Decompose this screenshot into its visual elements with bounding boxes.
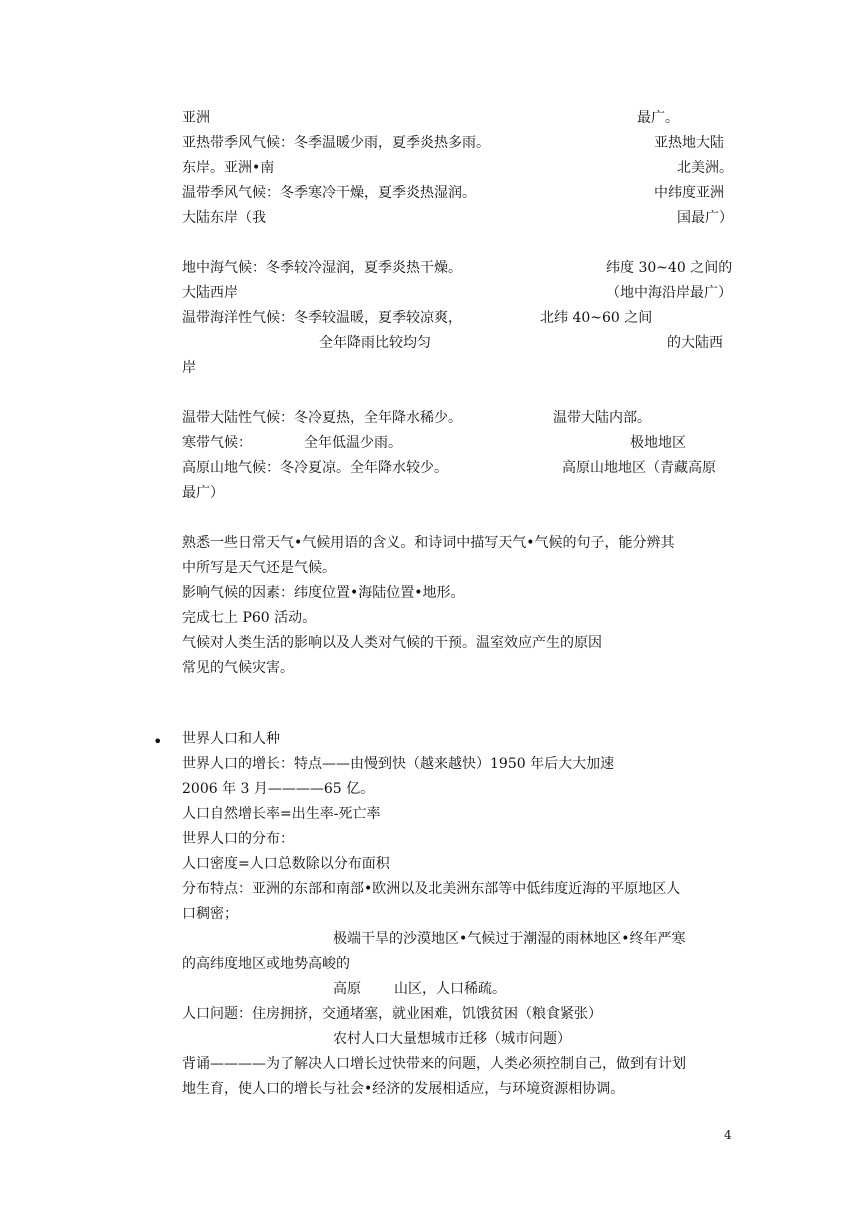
text-line: 高原山地地区（青藏高原 [562,460,716,476]
text-line: 北纬 40~60 之间 [540,310,653,326]
text-line: 人口密度=人口总数除以分布面积 [182,856,390,872]
text-line: 北美洲。 [677,160,733,176]
text-line: 全年降雨比较均匀 [319,335,431,351]
text-line: 大陆西岸 [182,285,238,301]
bullet-point: • [153,732,163,751]
text-line: 高原 [333,981,361,997]
text-line: 农村人口大量想城市迁移（城市问题） [333,1031,571,1047]
text-line: 温带大陆内部。 [553,410,651,426]
page-number: 4 [724,1128,732,1142]
text-line: 分布特点：亚洲的东部和南部•欧洲以及北美洲东部等中低纬度近海的平原地区人 [182,881,681,897]
text-line: 熟悉一些日常天气•气候用语的含义。和诗词中描写天气•气候的句子，能分辨其 [182,535,675,551]
text-line: 亚洲 [182,110,210,126]
text-line: （地中海沿岸最广） [606,285,732,301]
text-line: 最广。 [637,110,679,126]
section-heading: 世界人口和人种 [182,731,280,747]
text-line: 背诵————为了解决人口增长过快带来的问题，人类必须控制自己，做到有计划 [182,1056,686,1072]
text-line: 纬度 30~40 之间的 [606,260,733,276]
text-line: 最广） [182,485,224,501]
text-line: 极地地区 [630,435,686,451]
text-line: 极端干旱的沙漠地区•气候过于潮湿的雨林地区•终年严寒 [333,931,686,947]
text-line: 人口自然增长率=出生率-死亡率 [182,806,381,822]
text-line: 中所写是天气还是气候。 [182,560,336,576]
text-line: 温带海洋性气候：冬季较温暖，夏季较凉爽， [182,310,462,326]
text-line: 口稠密； [182,906,238,922]
text-line: 世界人口的增长：特点——由慢到快（越来越快）1950 年后大大加速 [182,756,615,772]
text-line: 地生育，使人口的增长与社会•经济的发展相适应，与环境资源相协调。 [182,1081,625,1097]
text-line: 人口问题：住房拥挤，交通堵塞，就业困难，饥饿贫困（粮食紧张） [182,1006,602,1022]
text-line: 寒带气候： [182,435,252,451]
text-line: 的高纬度地区或地势高峻的 [182,956,350,972]
text-line: 世界人口的分布： [182,831,294,847]
text-line: 全年低温少雨。 [304,435,402,451]
text-line: 温带大陆性气候：冬冷夏热，全年降水稀少。 [182,410,462,426]
text-line: 山区，人口稀疏。 [394,981,506,997]
text-line: 地中海气候：冬季较冷湿润，夏季炎热干燥。 [182,260,462,276]
text-line: 亚热地大陆 [654,135,724,151]
text-line: 中纬度亚洲 [654,185,724,201]
text-line: 亚热带季风气候：冬季温暖少雨，夏季炎热多雨。 [182,135,490,151]
text-line: 完成七上 P60 活动。 [182,610,317,626]
text-line: 常见的气候灾害。 [182,660,294,676]
text-line: 大陆东岸（我 [182,210,266,226]
text-line: 东岸。亚洲•南 [182,160,275,176]
text-line: 的大陆西 [667,335,723,351]
text-line: 影响气候的因素：纬度位置•海陆位置•地形。 [182,585,465,601]
text-line: 国最广） [677,210,733,226]
text-line: 温带季风气候：冬季寒冷干燥，夏季炎热湿润。 [182,185,476,201]
text-line: 2006 年 3 月————65 亿。 [182,781,375,797]
text-line: 气候对人类生活的影响以及人类对气候的干预。温室效应产生的原因 [182,635,602,651]
text-line: 岸 [182,360,196,376]
text-line: 高原山地气候：冬冷夏凉。全年降水较少。 [182,460,448,476]
